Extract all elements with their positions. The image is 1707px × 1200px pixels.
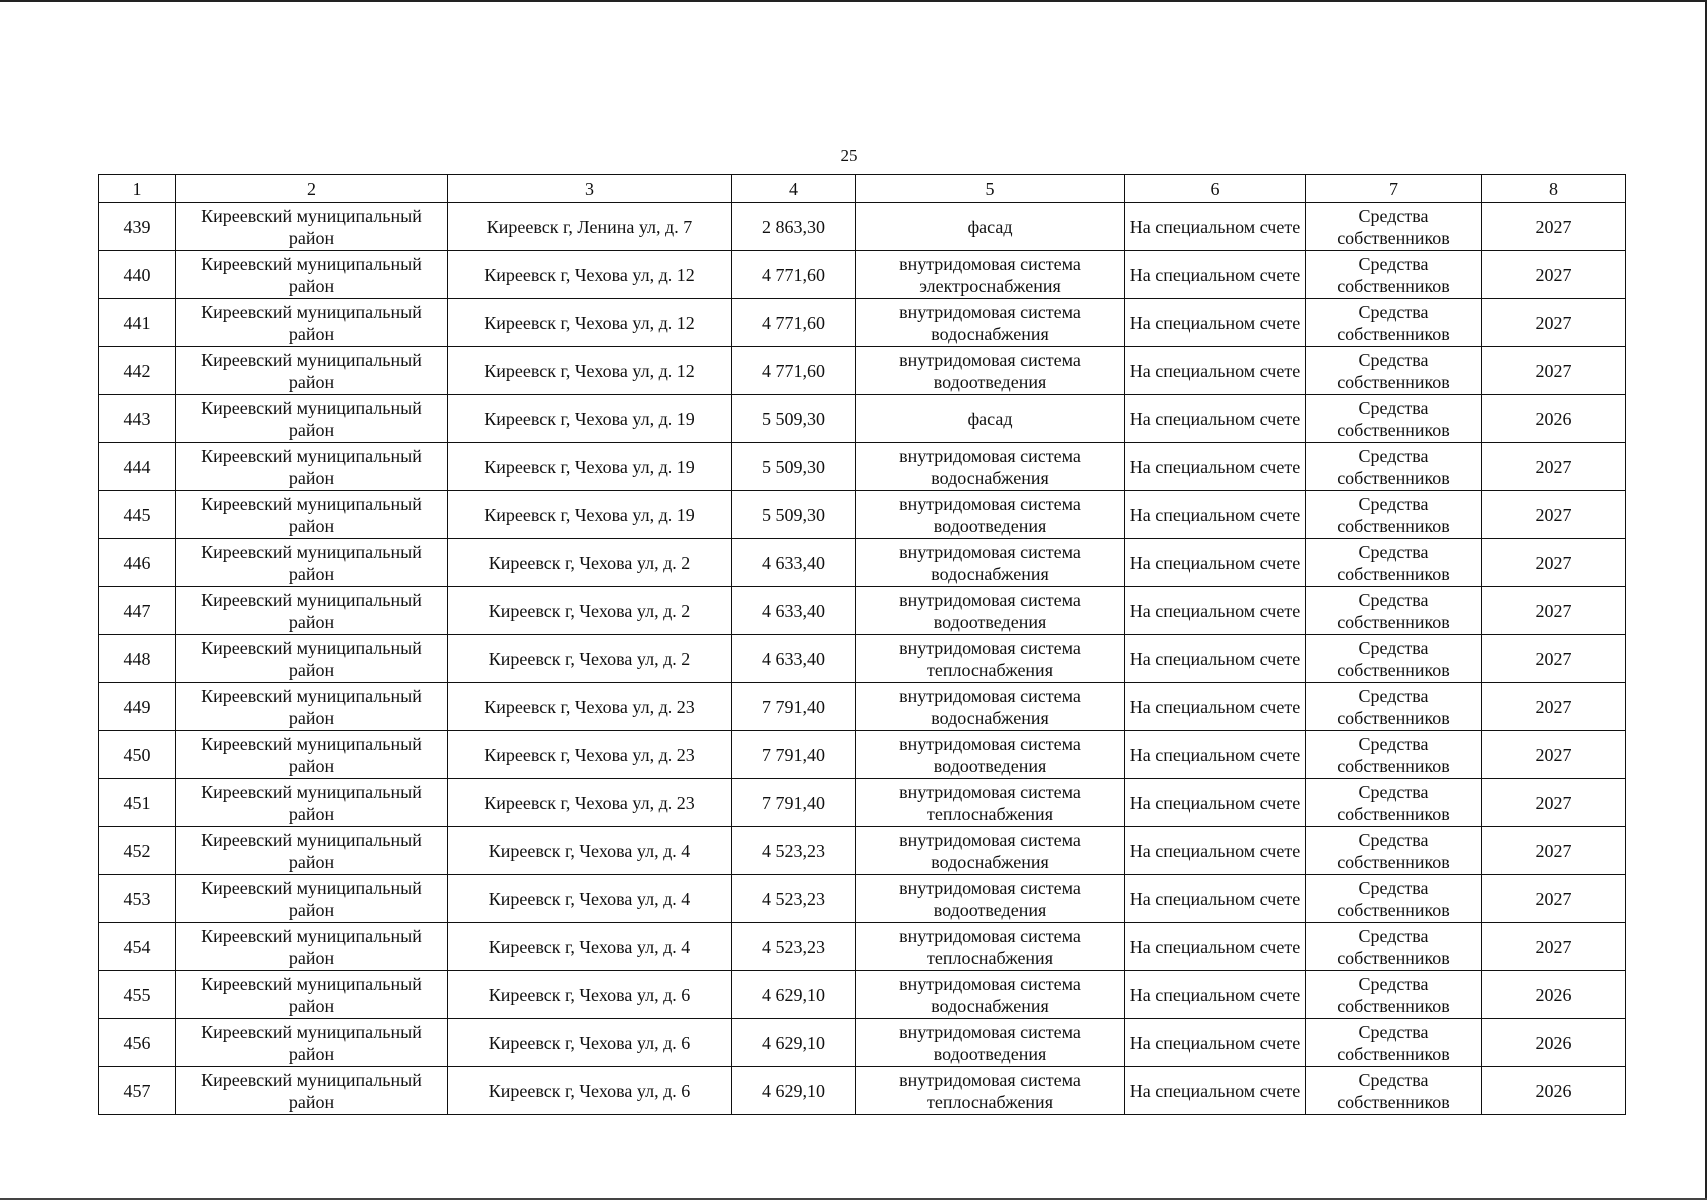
address-cell: Киреевск г, Чехова ул, д. 19 — [448, 443, 732, 491]
work-type-cell: внутридомовая система электроснабжения — [856, 251, 1125, 299]
work-type-cell: внутридомовая система водоснабжения — [856, 539, 1125, 587]
address-cell: Киреевск г, Чехова ул, д. 2 — [448, 587, 732, 635]
fund-account-cell: На специальном счете — [1125, 347, 1306, 395]
table-row — [99, 347, 1626, 395]
fund-account-cell: На специальном счете — [1125, 827, 1306, 875]
planned-year-cell: 2027 — [1482, 731, 1626, 779]
area-cell: 4 523,23 — [732, 875, 856, 923]
funding-source-cell: Средства собственников — [1306, 779, 1482, 827]
work-type-cell: внутридомовая система теплоснабжения — [856, 923, 1125, 971]
work-type-cell: фасад — [856, 395, 1125, 443]
address-cell: Киреевск г, Чехова ул, д. 2 — [448, 635, 732, 683]
district-cell: Киреевский муниципальный район — [176, 395, 448, 443]
planned-year-cell: 2027 — [1482, 635, 1626, 683]
planned-year-cell: 2027 — [1482, 827, 1626, 875]
area-cell: 4 633,40 — [732, 635, 856, 683]
work-type-cell: внутридомовая система водоотведения — [856, 491, 1125, 539]
planned-year-cell: 2027 — [1482, 491, 1626, 539]
fund-account-cell: На специальном счете — [1125, 539, 1306, 587]
fund-account-cell: На специальном счете — [1125, 587, 1306, 635]
funding-source-cell: Средства собственников — [1306, 443, 1482, 491]
district-cell: Киреевский муниципальный район — [176, 203, 448, 251]
table-row — [99, 1067, 1626, 1115]
row-number-cell: 441 — [99, 299, 176, 347]
area-cell: 7 791,40 — [732, 683, 856, 731]
row-number-cell: 457 — [99, 1067, 176, 1115]
column-number-cell: 4 — [732, 175, 856, 203]
address-cell: Киреевск г, Чехова ул, д. 4 — [448, 923, 732, 971]
row-number-cell: 439 — [99, 203, 176, 251]
row-number-cell: 442 — [99, 347, 176, 395]
work-type-cell: внутридомовая система водоотведения — [856, 1019, 1125, 1067]
fund-account-cell: На специальном счете — [1125, 395, 1306, 443]
table-row — [99, 971, 1626, 1019]
column-number-row — [99, 175, 1626, 203]
table-row — [99, 443, 1626, 491]
district-cell: Киреевский муниципальный район — [176, 587, 448, 635]
row-number-cell: 449 — [99, 683, 176, 731]
district-cell: Киреевский муниципальный район — [176, 1067, 448, 1115]
table-row — [99, 539, 1626, 587]
funding-source-cell: Средства собственников — [1306, 635, 1482, 683]
area-cell: 5 509,30 — [732, 395, 856, 443]
area-cell: 4 633,40 — [732, 539, 856, 587]
district-cell: Киреевский муниципальный район — [176, 299, 448, 347]
planned-year-cell: 2027 — [1482, 875, 1626, 923]
row-number-cell: 446 — [99, 539, 176, 587]
row-number-cell: 447 — [99, 587, 176, 635]
work-type-cell: внутридомовая система водоотведения — [856, 347, 1125, 395]
planned-year-cell: 2026 — [1482, 1067, 1626, 1115]
column-number-cell: 5 — [856, 175, 1125, 203]
fund-account-cell: На специальном счете — [1125, 971, 1306, 1019]
column-number-cell: 8 — [1482, 175, 1626, 203]
fund-account-cell: На специальном счете — [1125, 491, 1306, 539]
fund-account-cell: На специальном счете — [1125, 779, 1306, 827]
work-type-cell: внутридомовая система водоотведения — [856, 731, 1125, 779]
row-number-cell: 454 — [99, 923, 176, 971]
table-row — [99, 491, 1626, 539]
area-cell: 4 523,23 — [732, 923, 856, 971]
funding-source-cell: Средства собственников — [1306, 347, 1482, 395]
row-number-cell: 443 — [99, 395, 176, 443]
planned-year-cell: 2026 — [1482, 971, 1626, 1019]
table-row — [99, 203, 1626, 251]
funding-source-cell: Средства собственников — [1306, 395, 1482, 443]
table-row — [99, 875, 1626, 923]
work-type-cell: внутридомовая система водоснабжения — [856, 827, 1125, 875]
district-cell: Киреевский муниципальный район — [176, 971, 448, 1019]
funding-source-cell: Средства собственников — [1306, 827, 1482, 875]
repair-schedule-table — [98, 174, 1626, 1115]
row-number-cell: 440 — [99, 251, 176, 299]
address-cell: Киреевск г, Чехова ул, д. 12 — [448, 347, 732, 395]
table-row — [99, 731, 1626, 779]
area-cell: 4 633,40 — [732, 587, 856, 635]
area-cell: 7 791,40 — [732, 731, 856, 779]
planned-year-cell: 2027 — [1482, 683, 1626, 731]
funding-source-cell: Средства собственников — [1306, 587, 1482, 635]
funding-source-cell: Средства собственников — [1306, 299, 1482, 347]
district-cell: Киреевский муниципальный район — [176, 779, 448, 827]
table-row — [99, 1019, 1626, 1067]
address-cell: Киреевск г, Чехова ул, д. 23 — [448, 683, 732, 731]
row-number-cell: 445 — [99, 491, 176, 539]
row-number-cell: 453 — [99, 875, 176, 923]
district-cell: Киреевский муниципальный район — [176, 827, 448, 875]
planned-year-cell: 2027 — [1482, 443, 1626, 491]
district-cell: Киреевский муниципальный район — [176, 347, 448, 395]
planned-year-cell: 2027 — [1482, 347, 1626, 395]
row-number-cell: 455 — [99, 971, 176, 1019]
table-row — [99, 683, 1626, 731]
area-cell: 4 629,10 — [732, 1067, 856, 1115]
address-cell: Киреевск г, Ленина ул, д. 7 — [448, 203, 732, 251]
fund-account-cell: На специальном счете — [1125, 443, 1306, 491]
planned-year-cell: 2027 — [1482, 779, 1626, 827]
fund-account-cell: На специальном счете — [1125, 731, 1306, 779]
column-number-cell: 7 — [1306, 175, 1482, 203]
column-number-cell: 2 — [176, 175, 448, 203]
funding-source-cell: Средства собственников — [1306, 923, 1482, 971]
planned-year-cell: 2027 — [1482, 923, 1626, 971]
area-cell: 4 629,10 — [732, 1019, 856, 1067]
area-cell: 4 523,23 — [732, 827, 856, 875]
fund-account-cell: На специальном счете — [1125, 203, 1306, 251]
row-number-cell: 456 — [99, 1019, 176, 1067]
table-row — [99, 587, 1626, 635]
address-cell: Киреевск г, Чехова ул, д. 6 — [448, 1067, 732, 1115]
funding-source-cell: Средства собственников — [1306, 539, 1482, 587]
area-cell: 4 771,60 — [732, 299, 856, 347]
address-cell: Киреевск г, Чехова ул, д. 23 — [448, 779, 732, 827]
area-cell: 7 791,40 — [732, 779, 856, 827]
row-number-cell: 444 — [99, 443, 176, 491]
table-row — [99, 251, 1626, 299]
fund-account-cell: На специальном счете — [1125, 1067, 1306, 1115]
address-cell: Киреевск г, Чехова ул, д. 6 — [448, 971, 732, 1019]
planned-year-cell: 2027 — [1482, 539, 1626, 587]
district-cell: Киреевский муниципальный район — [176, 923, 448, 971]
planned-year-cell: 2027 — [1482, 299, 1626, 347]
district-cell: Киреевский муниципальный район — [176, 1019, 448, 1067]
work-type-cell: внутридомовая система водоснабжения — [856, 683, 1125, 731]
address-cell: Киреевск г, Чехова ул, д. 4 — [448, 875, 732, 923]
fund-account-cell: На специальном счете — [1125, 923, 1306, 971]
planned-year-cell: 2027 — [1482, 587, 1626, 635]
district-cell: Киреевский муниципальный район — [176, 491, 448, 539]
row-number-cell: 448 — [99, 635, 176, 683]
row-number-cell: 452 — [99, 827, 176, 875]
address-cell: Киреевск г, Чехова ул, д. 12 — [448, 251, 732, 299]
funding-source-cell: Средства собственников — [1306, 491, 1482, 539]
planned-year-cell: 2027 — [1482, 251, 1626, 299]
address-cell: Киреевск г, Чехова ул, д. 2 — [448, 539, 732, 587]
table-row — [99, 299, 1626, 347]
table-row — [99, 923, 1626, 971]
funding-source-cell: Средства собственников — [1306, 1067, 1482, 1115]
row-number-cell: 450 — [99, 731, 176, 779]
address-cell: Киреевск г, Чехова ул, д. 23 — [448, 731, 732, 779]
district-cell: Киреевский муниципальный район — [176, 683, 448, 731]
page-number: 25 — [840, 146, 858, 165]
planned-year-cell: 2026 — [1482, 395, 1626, 443]
area-cell: 5 509,30 — [732, 443, 856, 491]
fund-account-cell: На специальном счете — [1125, 875, 1306, 923]
planned-year-cell: 2027 — [1482, 203, 1626, 251]
fund-account-cell: На специальном счете — [1125, 635, 1306, 683]
funding-source-cell: Средства собственников — [1306, 1019, 1482, 1067]
district-cell: Киреевский муниципальный район — [176, 539, 448, 587]
area-cell: 2 863,30 — [732, 203, 856, 251]
work-type-cell: внутридомовая система водоснабжения — [856, 443, 1125, 491]
area-cell: 4 629,10 — [732, 971, 856, 1019]
table-row — [99, 395, 1626, 443]
area-cell: 4 771,60 — [732, 347, 856, 395]
address-cell: Киреевск г, Чехова ул, д. 4 — [448, 827, 732, 875]
work-type-cell: внутридомовая система водоснабжения — [856, 971, 1125, 1019]
district-cell: Киреевский муниципальный район — [176, 251, 448, 299]
column-number-cell: 6 — [1125, 175, 1306, 203]
address-cell: Киреевск г, Чехова ул, д. 19 — [448, 491, 732, 539]
row-number-cell: 451 — [99, 779, 176, 827]
area-cell: 5 509,30 — [732, 491, 856, 539]
work-type-cell: внутридомовая система водоснабжения — [856, 299, 1125, 347]
work-type-cell: внутридомовая система теплоснабжения — [856, 635, 1125, 683]
district-cell: Киреевский муниципальный район — [176, 875, 448, 923]
table-row — [99, 635, 1626, 683]
column-number-cell: 1 — [99, 175, 176, 203]
table-row — [99, 827, 1626, 875]
funding-source-cell: Средства собственников — [1306, 683, 1482, 731]
fund-account-cell: На специальном счете — [1125, 1019, 1306, 1067]
scan-border-top — [0, 0, 1707, 2]
column-number-cell: 3 — [448, 175, 732, 203]
district-cell: Киреевский муниципальный район — [176, 731, 448, 779]
fund-account-cell: На специальном счете — [1125, 299, 1306, 347]
district-cell: Киреевский муниципальный район — [176, 635, 448, 683]
address-cell: Киреевск г, Чехова ул, д. 6 — [448, 1019, 732, 1067]
funding-source-cell: Средства собственников — [1306, 731, 1482, 779]
address-cell: Киреевск г, Чехова ул, д. 19 — [448, 395, 732, 443]
work-type-cell: внутридомовая система теплоснабжения — [856, 779, 1125, 827]
district-cell: Киреевский муниципальный район — [176, 443, 448, 491]
fund-account-cell: На специальном счете — [1125, 683, 1306, 731]
work-type-cell: внутридомовая система водоотведения — [856, 875, 1125, 923]
table-row — [99, 779, 1626, 827]
funding-source-cell: Средства собственников — [1306, 875, 1482, 923]
fund-account-cell: На специальном счете — [1125, 251, 1306, 299]
address-cell: Киреевск г, Чехова ул, д. 12 — [448, 299, 732, 347]
work-type-cell: внутридомовая система водоотведения — [856, 587, 1125, 635]
planned-year-cell: 2026 — [1482, 1019, 1626, 1067]
work-type-cell: внутридомовая система теплоснабжения — [856, 1067, 1125, 1115]
work-type-cell: фасад — [856, 203, 1125, 251]
funding-source-cell: Средства собственников — [1306, 971, 1482, 1019]
area-cell: 4 771,60 — [732, 251, 856, 299]
funding-source-cell: Средства собственников — [1306, 251, 1482, 299]
funding-source-cell: Средства собственников — [1306, 203, 1482, 251]
